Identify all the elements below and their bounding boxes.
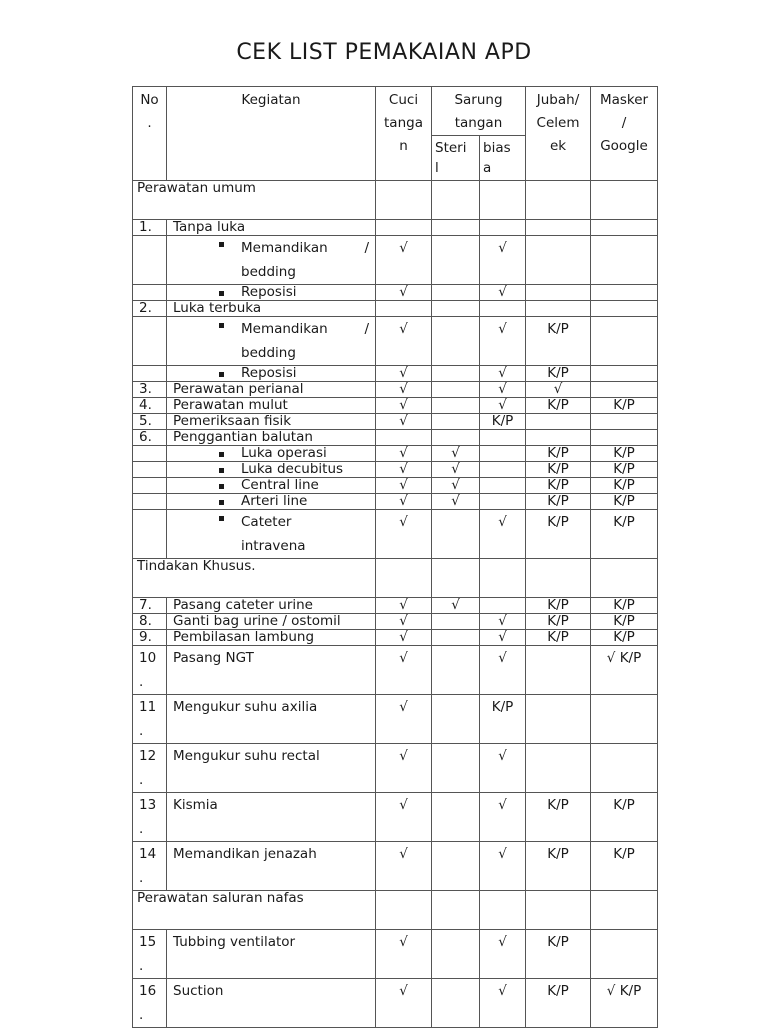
check-steril [432,744,480,793]
table-cell [591,559,658,598]
check-jubah: K/P [526,793,591,842]
activity-label: Pembilasan lambung [167,630,376,646]
table-cell [133,366,167,382]
check-steril [432,695,480,744]
table-cell [376,220,432,236]
table-row [133,236,658,285]
check-biasa [480,478,526,494]
table-cell [133,494,167,510]
check-biasa: K/P [480,695,526,744]
check-jubah [526,695,591,744]
header-jubah-line: ek [549,138,567,154]
activity-label: Kismia [167,793,376,842]
table-row [133,494,658,510]
section-row [133,181,658,220]
check-steril [432,285,480,301]
table-row [133,301,658,317]
activity-label: Perawatan perianal [167,382,376,398]
table-row [133,220,658,236]
check-biasa: √ [480,744,526,793]
activity-label-cont: bedding [241,264,296,280]
check-steril [432,398,480,414]
header-jubah-line: Celem [536,115,580,131]
check-steril: √ [432,598,480,614]
row-number [133,646,167,695]
check-biasa [480,494,526,510]
row-number [133,793,167,842]
check-cuci: √ [376,695,432,744]
table-cell [376,181,432,220]
row-number: 5. [133,414,167,430]
check-cuci: √ [376,630,432,646]
table-cell [526,181,591,220]
table-cell [432,891,480,930]
bullet-icon [219,500,224,505]
row-number-text: 12 [139,748,157,764]
row-number-text: 15 [139,934,157,950]
row-number: 8. [133,614,167,630]
check-jubah: K/P [526,842,591,891]
check-masker [591,695,658,744]
check-cuci: √ [376,793,432,842]
check-jubah [526,414,591,430]
check-jubah: K/P [526,478,591,494]
check-steril [432,414,480,430]
header-biasa [480,136,526,181]
check-steril [432,793,480,842]
header-biasa-line: a [483,160,492,176]
check-jubah: K/P [526,630,591,646]
table-cell [591,891,658,930]
check-jubah: K/P [526,614,591,630]
table-cell [526,559,591,598]
activity-sub-item [167,494,376,510]
table-cell [480,220,526,236]
bullet-icon [219,242,224,247]
table-cell [133,478,167,494]
row-number-dot: . [139,772,144,788]
header-sarung-tangan [432,87,526,136]
header-cuci-tangan [376,87,432,181]
row-number [133,695,167,744]
check-cuci: √ [376,842,432,891]
bullet-icon [219,484,224,489]
check-steril [432,366,480,382]
activity-label: Reposisi [241,365,297,381]
check-cuci: √ [376,285,432,301]
table-row [133,414,658,430]
header-cuci-line: Cuci [388,92,419,108]
row-number-dot: . [139,870,144,886]
activity-label: Tubbing ventilator [167,930,376,979]
section-label: Perawatan saluran nafas [133,891,376,930]
row-number-dot: . [139,1007,144,1023]
table-row [133,695,658,744]
activity-label: Tanpa luka [167,220,376,236]
bullet-icon [219,372,224,377]
check-masker: K/P [591,598,658,614]
check-jubah: √ [526,382,591,398]
activity-label: Arteri line [241,493,308,509]
check-masker [591,317,658,366]
check-steril [432,510,480,559]
table-cell [432,559,480,598]
activity-sub-item [167,478,376,494]
table-cell [591,181,658,220]
check-biasa: √ [480,646,526,695]
check-masker [591,366,658,382]
check-cuci: √ [376,614,432,630]
check-steril [432,979,480,1028]
row-number [133,744,167,793]
table-cell [526,301,591,317]
check-jubah: K/P [526,462,591,478]
table-cell [133,317,167,366]
check-masker: K/P [591,842,658,891]
table-cell [432,181,480,220]
check-jubah: K/P [526,930,591,979]
table-row [133,285,658,301]
row-number: 2. [133,301,167,317]
row-number: 4. [133,398,167,414]
activity-label: Memandikan [241,321,328,337]
header-jubah [526,87,591,181]
table-cell [376,891,432,930]
header-sarung-line: tangan [454,115,503,131]
header-jubah-line: Jubah/ [536,92,580,108]
check-masker: K/P [591,462,658,478]
check-steril [432,630,480,646]
table-cell [591,430,658,446]
table-row [133,646,658,695]
header-row [133,87,658,136]
table-cell [432,220,480,236]
check-steril: √ [432,494,480,510]
activity-label: Perawatan mulut [167,398,376,414]
table-cell [376,301,432,317]
check-cuci: √ [376,317,432,366]
check-cuci: √ [376,478,432,494]
activity-label: Luka operasi [241,445,327,461]
table-row [133,366,658,382]
activity-separator: / [364,321,369,337]
check-cuci: √ [376,494,432,510]
check-biasa [480,446,526,462]
check-biasa: √ [480,317,526,366]
activity-label: Memandikan [241,240,328,256]
row-number-text: 14 [139,846,157,862]
check-masker [591,285,658,301]
row-number-text: 10 [139,650,157,666]
check-cuci: √ [376,366,432,382]
check-steril [432,236,480,285]
check-cuci: √ [376,598,432,614]
row-number: 9. [133,630,167,646]
row-number-text: 11 [139,699,157,715]
table-row [133,630,658,646]
table-row [133,842,658,891]
check-biasa [480,462,526,478]
check-masker [591,930,658,979]
header-no-line: . [147,115,152,131]
check-steril: √ [432,446,480,462]
bullet-icon [219,516,224,521]
row-number: 1. [133,220,167,236]
check-cuci: √ [376,646,432,695]
table-cell [526,891,591,930]
check-jubah: K/P [526,317,591,366]
table-cell [133,462,167,478]
table-row [133,462,658,478]
check-jubah [526,236,591,285]
check-jubah [526,646,591,695]
check-biasa: √ [480,366,526,382]
check-biasa: √ [480,382,526,398]
row-number-text: 16 [139,983,157,999]
row-number: 3. [133,382,167,398]
table-cell [432,301,480,317]
check-steril [432,382,480,398]
check-steril [432,930,480,979]
row-number-text: 13 [139,797,157,813]
header-kegiatan: Kegiatan [167,87,376,181]
check-biasa: √ [480,930,526,979]
activity-label: Suction [167,979,376,1028]
check-cuci: √ [376,414,432,430]
table-row [133,382,658,398]
header-steril-line: Steri [435,140,467,156]
header-steril-line: l [435,160,439,176]
table-row [133,793,658,842]
check-steril [432,317,480,366]
activity-sub-item [167,462,376,478]
check-masker [591,414,658,430]
table-row [133,430,658,446]
activity-sub-item [167,285,376,301]
table-cell [133,236,167,285]
activity-label: Ganti bag urine / ostomil [167,614,376,630]
header-no-line: No [140,92,159,108]
table-row [133,744,658,793]
check-masker: √ K/P [591,646,658,695]
activity-sub-item [167,236,376,285]
check-masker: K/P [591,478,658,494]
check-steril [432,614,480,630]
section-row [133,559,658,598]
table-cell [432,430,480,446]
check-jubah: K/P [526,446,591,462]
activity-label: Memandikan jenazah [167,842,376,891]
check-cuci: √ [376,382,432,398]
header-steril [432,136,480,181]
activity-separator: / [364,240,369,256]
check-steril: √ [432,478,480,494]
header-masker-line: Masker [599,92,649,108]
header-masker-line: Google [600,138,648,154]
activity-label: Luka decubitus [241,461,344,477]
check-cuci: √ [376,446,432,462]
check-jubah: K/P [526,398,591,414]
check-cuci: √ [376,979,432,1028]
row-number [133,979,167,1028]
row-number: 6. [133,430,167,446]
check-biasa: √ [480,630,526,646]
activity-label-cont: bedding [241,345,296,361]
table-cell [133,510,167,559]
check-masker: K/P [591,614,658,630]
header-biasa-line: bias [483,140,511,156]
table-cell [591,301,658,317]
check-masker: K/P [591,793,658,842]
header-sarung-line: Sarung [454,92,503,108]
table-cell [133,446,167,462]
row-number-dot: . [139,723,144,739]
activity-sub-item [167,317,376,366]
row-number-dot: . [139,958,144,974]
header-masker-line: / [621,115,627,131]
check-masker [591,382,658,398]
table-cell [376,430,432,446]
check-masker [591,236,658,285]
check-biasa: √ [480,979,526,1028]
check-masker: K/P [591,510,658,559]
check-biasa: √ [480,614,526,630]
check-biasa: √ [480,510,526,559]
table-cell [480,430,526,446]
activity-label: Pemeriksaan fisik [167,414,376,430]
check-cuci: √ [376,398,432,414]
section-label: Tindakan Khusus. [133,559,376,598]
check-cuci: √ [376,930,432,979]
table-row [133,614,658,630]
bullet-icon [219,291,224,296]
row-number-dot: . [139,821,144,837]
header-cuci-line: n [399,138,408,154]
header-cuci-line: tanga [384,115,423,131]
section-row [133,891,658,930]
check-biasa: √ [480,285,526,301]
activity-sub-item [167,446,376,462]
table-cell [526,220,591,236]
activity-sub-item [167,510,376,559]
table-row [133,317,658,366]
table-cell [591,220,658,236]
activity-label: Penggantian balutan [167,430,376,446]
check-masker: √ K/P [591,979,658,1028]
check-biasa: √ [480,842,526,891]
table-row [133,478,658,494]
header-masker [591,87,658,181]
activity-label: Luka terbuka [167,301,376,317]
check-jubah: K/P [526,979,591,1028]
row-number: 7. [133,598,167,614]
check-steril [432,646,480,695]
check-masker: K/P [591,398,658,414]
activity-label: Mengukur suhu rectal [167,744,376,793]
activity-label-cont: intravena [241,538,306,554]
check-cuci: √ [376,510,432,559]
check-biasa: K/P [480,414,526,430]
table-cell [480,891,526,930]
check-biasa: √ [480,236,526,285]
activity-label: Pasang cateter urine [167,598,376,614]
table-cell [480,559,526,598]
table-row [133,930,658,979]
table-cell [480,301,526,317]
check-biasa [480,598,526,614]
check-masker [591,744,658,793]
check-jubah: K/P [526,510,591,559]
check-masker: K/P [591,446,658,462]
table-row [133,979,658,1028]
check-masker: K/P [591,494,658,510]
bullet-icon [219,323,224,328]
check-jubah [526,285,591,301]
check-cuci: √ [376,236,432,285]
table-cell [480,181,526,220]
check-jubah [526,744,591,793]
check-jubah: K/P [526,494,591,510]
apd-checklist-table [132,86,658,1028]
activity-label: Pasang NGT [167,646,376,695]
activity-label: Central line [241,477,319,493]
check-cuci: √ [376,744,432,793]
page-title: CEK LIST PEMAKAIAN APD [236,40,532,65]
table-row [133,446,658,462]
bullet-icon [219,468,224,473]
table-row [133,398,658,414]
check-cuci: √ [376,462,432,478]
check-steril: √ [432,462,480,478]
activity-label: Cateter [241,514,292,530]
table-cell [133,285,167,301]
activity-label: Mengukur suhu axilia [167,695,376,744]
header-no [133,87,167,181]
table-cell [526,430,591,446]
check-biasa: √ [480,398,526,414]
section-label: Perawatan umum [133,181,376,220]
check-steril [432,842,480,891]
table-cell [376,559,432,598]
table-row [133,510,658,559]
activity-label: Reposisi [241,284,297,300]
table-row [133,598,658,614]
activity-sub-item [167,366,376,382]
check-biasa: √ [480,793,526,842]
check-masker: K/P [591,630,658,646]
bullet-icon [219,452,224,457]
check-jubah: K/P [526,366,591,382]
row-number-dot: . [139,674,144,690]
check-jubah: K/P [526,598,591,614]
row-number [133,930,167,979]
row-number [133,842,167,891]
